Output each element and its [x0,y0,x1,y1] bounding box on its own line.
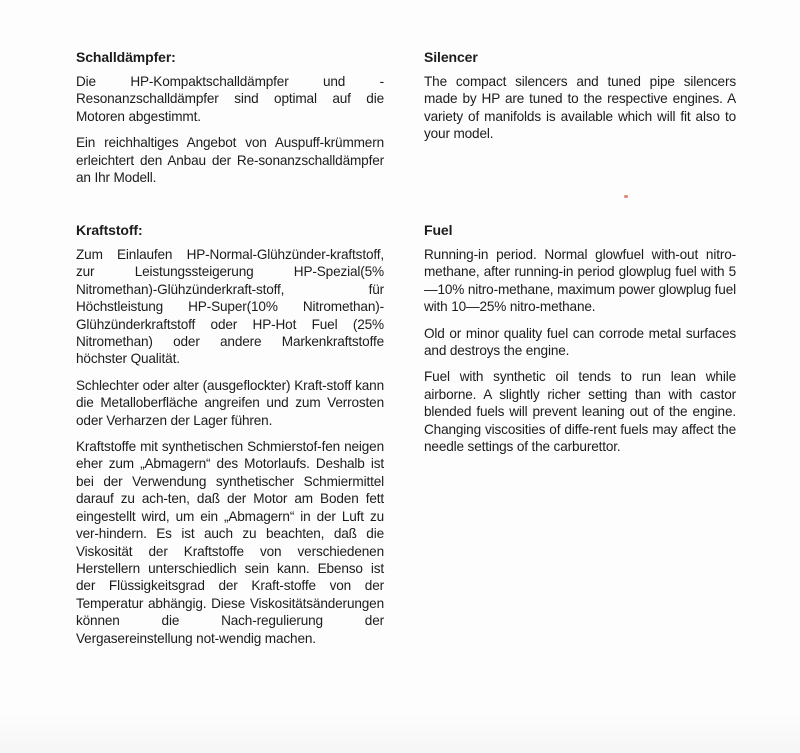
german-silencer-paragraph-1: Die HP-Kompaktschalldämpfer und -Resonanzschalldämpfer sind optimal auf die Motoren abgestimmt. [76,74,384,124]
german-silencer-heading: Schalldämpfer: [76,49,176,65]
german-silencer-section [76,48,384,195]
english-fuel-paragraph-1: Running-in period. Normal glowfuel with-out nitro-methane, after running-in period glowplug fuel with 5—10% nitro-methane, maximum power glowplug fuel with 10—25% nitro-methane. [424,247,736,315]
german-fuel-section [76,221,384,656]
german-silencer-paragraph-2: Ein reichhaltiges Angebot von Auspuff-krümmern erleichtert den Anbau der Re-sonanzschalldämpfer an Ihr Modell. [76,135,384,186]
english-fuel-heading: Fuel [424,222,453,238]
english-silencer-paragraph-1: The compact silencers and tuned pipe silencers made by HP are tuned to the respective engines. A variety of manifolds is available which will fit also to your model. [424,74,736,142]
ink-speck [624,195,628,198]
german-fuel-paragraph-3: Kraftstoffe mit synthetischen Schmierstof-fen neigen eher zum „Abmagern“ des Motorlaufs. Deshalb ist bei der Verwendung synthetischer Schmiermittel darauf zu ach-ten, daß der Motor am Boden fett eingestellt wird, um ein „Abmagern“ in der Luft zu ver-hindern. Es ist auch zu beachten, daß die Viskosität der Kraftstoffe von verschiedenen Herstellern unterschiedlich sein kann. Ebenso ist der Flüssigkeitsgrad der Kraft-stoffe von der Temperatur abhängig. Diese Viskositätsänderungen können die Nach-regulierung der Vergasereinstellung not-wendig machen. [76,439,384,646]
german-fuel-paragraph-1: Zum Einlaufen HP-Normal-Glühzünder-kraftstoff, zur Leistungssteigerung HP-Spezial(5% Nitromethan)-Glühzünderkraft-stoff, für Höchstleistung HP-Super(10% Nitromethan)-Glühzünderkraftstoff oder HP-Hot Fuel (25% Nitromethan) oder andere Markenkraftstoffe höchster Qualität. [76,247,384,367]
german-fuel-paragraph-2: Schlechter oder alter (ausgeflockter) Kraft-stoff kann die Metalloberfläche angreifen und zum Verrosten oder Verharzen der Lager führen. [76,377,384,428]
english-fuel-paragraph-3: Fuel with synthetic oil tends to run lean while airborne. A slightly richer setting than with castor blended fuels will prevent leaning out of the engine. Changing viscosities of diffe-rent fuels may affect the needle settings of the carburettor. [424,369,736,455]
english-fuel-section [424,221,736,464]
page-bottom-shade [0,713,800,753]
german-fuel-heading: Kraftstoff: [76,222,143,238]
english-silencer-section [424,48,736,152]
english-fuel-paragraph-2: Old or minor quality fuel can corrode metal surfaces and destroys the engine. [424,325,736,359]
english-silencer-heading: Silencer [424,49,478,65]
